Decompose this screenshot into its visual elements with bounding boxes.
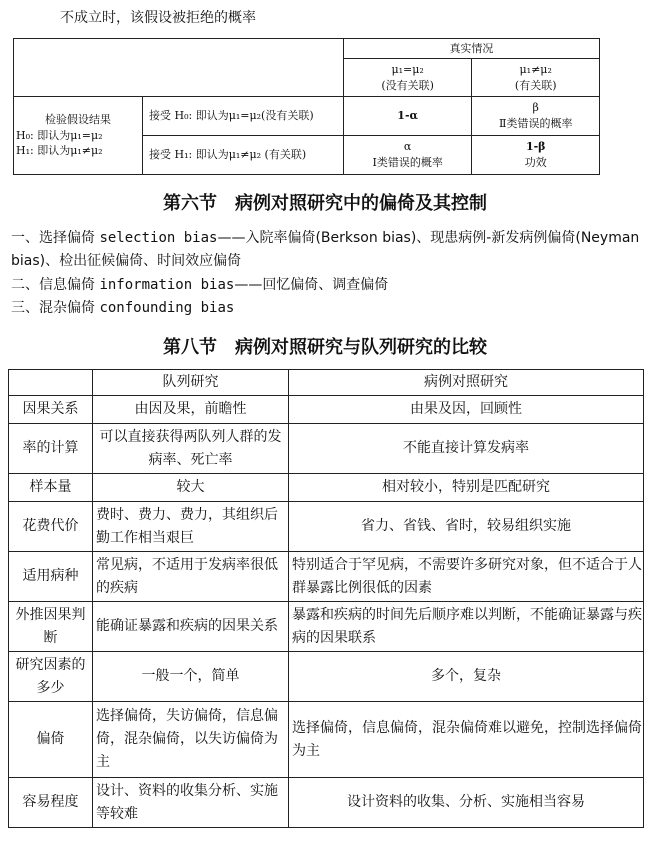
- cohort-cell: 选择偏倚，失访偏倚，信息偏倚，混杂偏倚，以失访偏倚为主: [93, 702, 289, 778]
- bias-item-3-prefix: 三、混杂偏倚: [11, 300, 100, 316]
- accept-h0-label: 接受 H₀: 即认为μ₁=μ₂(没有关联): [143, 97, 343, 136]
- col-equal-line1: μ₁=μ₂: [391, 62, 424, 76]
- cell-alpha: [343, 136, 472, 175]
- cell-power: [472, 136, 600, 175]
- row-label: 适用病种: [9, 552, 93, 602]
- row-label: 因果关系: [9, 396, 93, 424]
- col-unequal-line2: (有关联): [514, 78, 557, 92]
- cell-1-minus-alpha: 1-α: [343, 97, 472, 136]
- hypothesis-test-table: [13, 38, 600, 175]
- row-label: 花费代价: [9, 502, 93, 552]
- cohort-cell: 能确证暴露和疾病的因果关系: [93, 602, 289, 652]
- row-label: 外推因果判断: [9, 602, 93, 652]
- case-control-cell: 特别适合于罕见病，不需要许多研究对象，但不适合于人群暴露比例很低的因素: [289, 552, 644, 602]
- case-control-cell: 省力、省钱、省时，较易组织实施: [289, 502, 644, 552]
- intro-text: 不成立时，该假设被拒绝的概率: [60, 10, 256, 26]
- section6-title: 第六节 病例对照研究中的偏倚及其控制: [163, 193, 487, 214]
- header-case-control: 病例对照研究: [289, 370, 644, 396]
- row-label: 研究因素的多少: [9, 652, 93, 702]
- cohort-cell: 费时、费力、费力，其组织后勤工作相当艰巨: [93, 502, 289, 552]
- test-result-label: [14, 97, 143, 174]
- bias-item-2-en: information bias: [99, 277, 235, 293]
- bias-item-3-en: confounding bias: [99, 300, 235, 316]
- bias-item-1-detail: ——入院率偏倚(Berkson bias)、现患病例-新发病例偏倚(Neyman bias)、检出征候偏倚、时间效应偏倚: [11, 230, 640, 269]
- col-equal-header: [343, 59, 472, 97]
- type2-error-label: Ⅱ类错误的概率: [498, 117, 573, 130]
- bias-item-1-prefix: 一、选择偏倚: [11, 230, 100, 246]
- cell-beta: [472, 97, 600, 136]
- case-control-cell: 不能直接计算发病率: [289, 424, 644, 474]
- case-control-cell: 选择偏倚，信息偏倚，混杂偏倚难以避免，控制选择偏倚为主: [289, 702, 644, 778]
- case-control-cell: 设计资料的收集、分析、实施相当容易: [289, 778, 644, 828]
- bias-item-3: [11, 297, 646, 320]
- h0-definition: H₀: 即认为μ₁=μ₂: [16, 128, 103, 142]
- row-label: 样本量: [9, 474, 93, 502]
- case-control-cell: 多个，复杂: [289, 652, 644, 702]
- case-control-cell: 由果及因，回顾性: [289, 396, 644, 424]
- header-corner: [9, 370, 93, 396]
- h1-definition: H₁: 即认为μ₁≠μ₂: [16, 144, 103, 158]
- bias-item-2-detail: ——回忆偏倚、调查偏倚: [234, 277, 389, 293]
- cohort-cell: 可以直接获得两队列人群的发病率、死亡率: [93, 424, 289, 474]
- power-label: 功效: [524, 156, 547, 169]
- section8-title: 第八节 病例对照研究与队列研究的比较: [163, 337, 487, 358]
- alpha-symbol: α: [403, 140, 412, 154]
- row-label: 偏倚: [9, 702, 93, 778]
- row-label: 容易程度: [9, 778, 93, 828]
- result-block: [14, 97, 344, 175]
- cohort-cell: 一般一个，简单: [93, 652, 289, 702]
- type1-error-label: Ⅰ类错误的概率: [372, 156, 443, 169]
- accept-h1-label: 接受 H₁: 即认为μ₁≠μ₂ (有关联): [149, 148, 307, 161]
- test-result-title: 检验假设结果: [45, 112, 111, 126]
- bias-item-1: [11, 227, 646, 273]
- case-control-cell: 相对较小，特别是匹配研究: [289, 474, 644, 502]
- bias-item-1-en: selection bias: [99, 230, 218, 246]
- empty-corner-cell: [14, 39, 344, 97]
- header-cohort: 队列研究: [93, 370, 289, 396]
- cohort-cell: 较大: [93, 474, 289, 502]
- cohort-cell: 由因及果，前瞻性: [93, 396, 289, 424]
- col-unequal-line1: μ₁≠μ₂: [519, 62, 552, 76]
- bias-item-2: [11, 274, 646, 297]
- one-minus-beta: 1-β: [525, 140, 546, 154]
- row-label: 率的计算: [9, 424, 93, 474]
- cohort-cell: 常见病，不适用于发病率很低的疾病: [93, 552, 289, 602]
- beta-symbol: β: [532, 101, 539, 115]
- col-unequal-header: [472, 59, 600, 97]
- comparison-table: [8, 369, 644, 828]
- truth-header: 真实情况: [343, 39, 599, 59]
- cohort-cell: 设计、资料的收集分析、实施等较难: [93, 778, 289, 828]
- case-control-cell: 暴露和疾病的时间先后顺序难以判断，不能确证暴露与疾病的因果联系: [289, 602, 644, 652]
- bias-item-2-prefix: 二、信息偏倚: [11, 277, 100, 293]
- col-equal-line2: (没有关联): [381, 78, 434, 92]
